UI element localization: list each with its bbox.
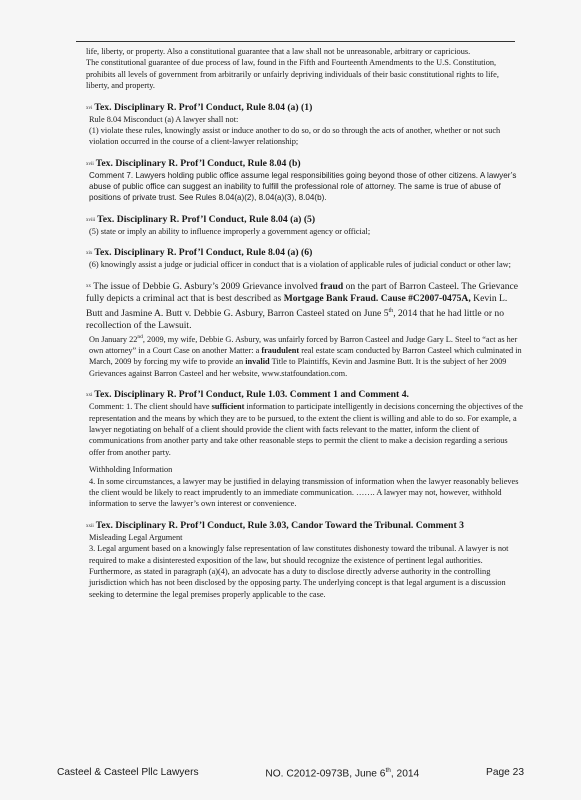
endnote-title: Tex. Disciplinary R. Prof’l Conduct, Rule 3.03, Candor Toward the Tribunal. Comment 3 [95,519,464,531]
endnote-title: Tex. Disciplinary R. Prof’l Conduct, Rule 8.04 (b) [95,157,301,169]
endnote-heading [86,158,524,170]
grievance-text: , 2014 that he had little or no recollection of the Lawsuit. [86,307,505,331]
comment-text: information to participate intelligently in decisions concerning the objectives of the representation and the means by which they are to be pursued, to the extent the client is willing and able to do so. For example, a lawyer negotiating on behalf of a client should provide the client with facts relevant to the matter, inform the client of communications from another party and take other reasonable steps to permit the client to make a decision regarding a serious offer from another party. [89,402,523,457]
endnote-xvi [86,102,524,148]
endnote-rule-line: (1) violate these rules, knowingly assist or induce another to do so, or do so through the acts of another, whether or not such violation occurred in the course of a client-lawyer relationship; [89,126,501,147]
endnote-marker: xxi [86,393,93,399]
page-content [86,46,524,600]
comment-1 [86,401,524,458]
grievance-text: The issue of Debbie G. Asbury’s 2009 Grievance involved [93,280,321,292]
top-rule [76,41,515,42]
endnote-title: Tex. Disciplinary R. Prof’l Conduct, Rule 8.04 (a) (1) [94,101,313,113]
comment-bold-sufficient: sufficient [211,402,245,412]
endnote-marker: xxii [86,523,94,529]
endnote-title: Tex. Disciplinary R. Prof’l Conduct, Rule 8.04 (a) (5) [97,213,316,225]
due-process-paragraph [86,46,524,92]
page-footer [57,767,524,779]
endnote-rule-line: (5) state or imply an ability to influence improperly a government agency or official; [89,226,371,236]
grievance-bold-fraud: fraud [320,280,344,292]
due-process-line: The constitutional guarantee of due process of law, found in the Fifth and Fourteenth Amendments to the U.S. Constitution, prohibits all levels of government from arbitrarily or unfairly depriving individuals of their basic constitutional rights to life, liberty, and property. [86,58,499,91]
endnote-rule-line: Rule 8.04 Misconduct (a) A lawyer shall not: [89,114,239,124]
endnote-title: Tex. Disciplinary R. Prof’l Conduct, Rule 8.04 (a) (6) [94,247,313,259]
ordinal-suffix: th [385,767,391,774]
endnote-heading [86,389,524,401]
endnote-marker: xvii [86,161,94,167]
endnote-heading [86,520,524,532]
endnote-title: Tex. Disciplinary R. Prof’l Conduct, Rule 1.03. Comment 1 and Comment 4. [94,389,409,401]
footer-case-number [265,767,419,779]
comment-text: Comment: 1. The client should have [89,402,212,412]
endnote-marker: xix [86,251,93,257]
footer-case-text: NO. C2012-0973B, June 6 [265,768,386,780]
grievance-paragraph [86,281,524,332]
endnote-marker: xvi [86,105,93,111]
wife-text: , 2009, my wife, Debbie G. Asbury, was unfairly forced by Barron Casteel and Judge Gary L. Steel to “act as her own attorney” in a Court Case on another Matter: a [89,334,518,355]
withholding-subhead: Withholding Information [89,465,173,475]
footer-page-number: Page 23 [486,767,524,778]
ordinal-suffix: th [388,307,394,314]
endnote-xix [86,247,524,270]
definition-line: life, liberty, or property. Also a constitutional guarantee that a law shall not be unreasonable, arbitrary or capricious. [86,47,471,56]
endnote-heading [86,102,524,114]
footer-firm: Casteel & Casteel Pllc Lawyers [57,767,199,778]
wife-text: On January 22 [89,334,138,344]
wife-bold-fraudulent: fraudulent [261,345,300,355]
endnote-xxi [86,389,524,510]
ordinal-suffix: nd [137,333,143,340]
endnote-heading [86,214,524,226]
endnote-marker: xx [86,283,91,289]
grievance-text: on the part of Barron Casteel. The Grievance fully depicts a criminal act that is best described as [86,280,519,304]
comment-3: 3. Legal argument based on a knowingly false representation of law constitutes dishonesty toward the tribunal. A lawyer is not required to make a disinterested exposition of the law, but should recognize the existence of pertinent legal authorities. Furthermore, as stated in paragraph (a)(4), an advocate has a duty to disclose directly adverse authority in the controlling jurisdiction which has not been disclosed by the opposing party. The underlying concept is that legal argument is a discussion seeking to determine the legal premises properly applicable to the case. [89,544,509,599]
endnote-comment: Comment 7. Lawyers holding public office assume legal responsibilities going beyond those of other citizens. A lawyer’s abuse of public office can suggest an inability to fulfill the professional role of attorney. The same is true of abuse of positions of private trust. See Rules 8.04(a)(2), 8.04(a)(3), 8.04(b). [89,170,517,203]
wife-text: Title to Plaintiffs, Kevin and Jasmine Butt. It is the subject of her 2009 Grievances against Barron Casteel and her website, www.statfoundation.com. [89,357,507,378]
wife-paragraph [86,332,524,379]
endnote-heading [86,247,524,259]
endnote-xvii [86,158,524,204]
grievance-bold-cause: Mortgage Bank Fraud. Cause #C2007-0475A, [283,292,471,304]
endnote-rule-line: (6) knowingly assist a judge or judicial officer in conduct that is a violation of applicable rules of judicial conduct or other law; [89,260,511,270]
comment-4: 4. In some circumstances, a lawyer may be justified in delaying transmission of information when the lawyer reasonably believes the client would be likely to react imprudently to an immediate communication. ……. A lawyer may not, however, withhold information to serve the lawyer’s own interest or convenience. [89,476,519,509]
wife-text: real estate scam conducted by Barron Casteel which culminated in March, 2009 by forcing my wife to provide an [89,345,522,367]
footer-case-year: , 2014 [390,768,420,780]
grievance-text: Kevin L. Butt and Jasmine A. Butt v. Debbie G. Asbury, Barron Casteel stated on June 5 [86,292,508,319]
misleading-subhead: Misleading Legal Argument [89,532,183,542]
wife-bold-invalid: invalid [245,357,270,367]
endnote-xviii [86,214,524,237]
endnote-marker: xviii [86,217,96,223]
endnote-xxii [86,520,524,600]
endnote-xx [86,281,524,380]
